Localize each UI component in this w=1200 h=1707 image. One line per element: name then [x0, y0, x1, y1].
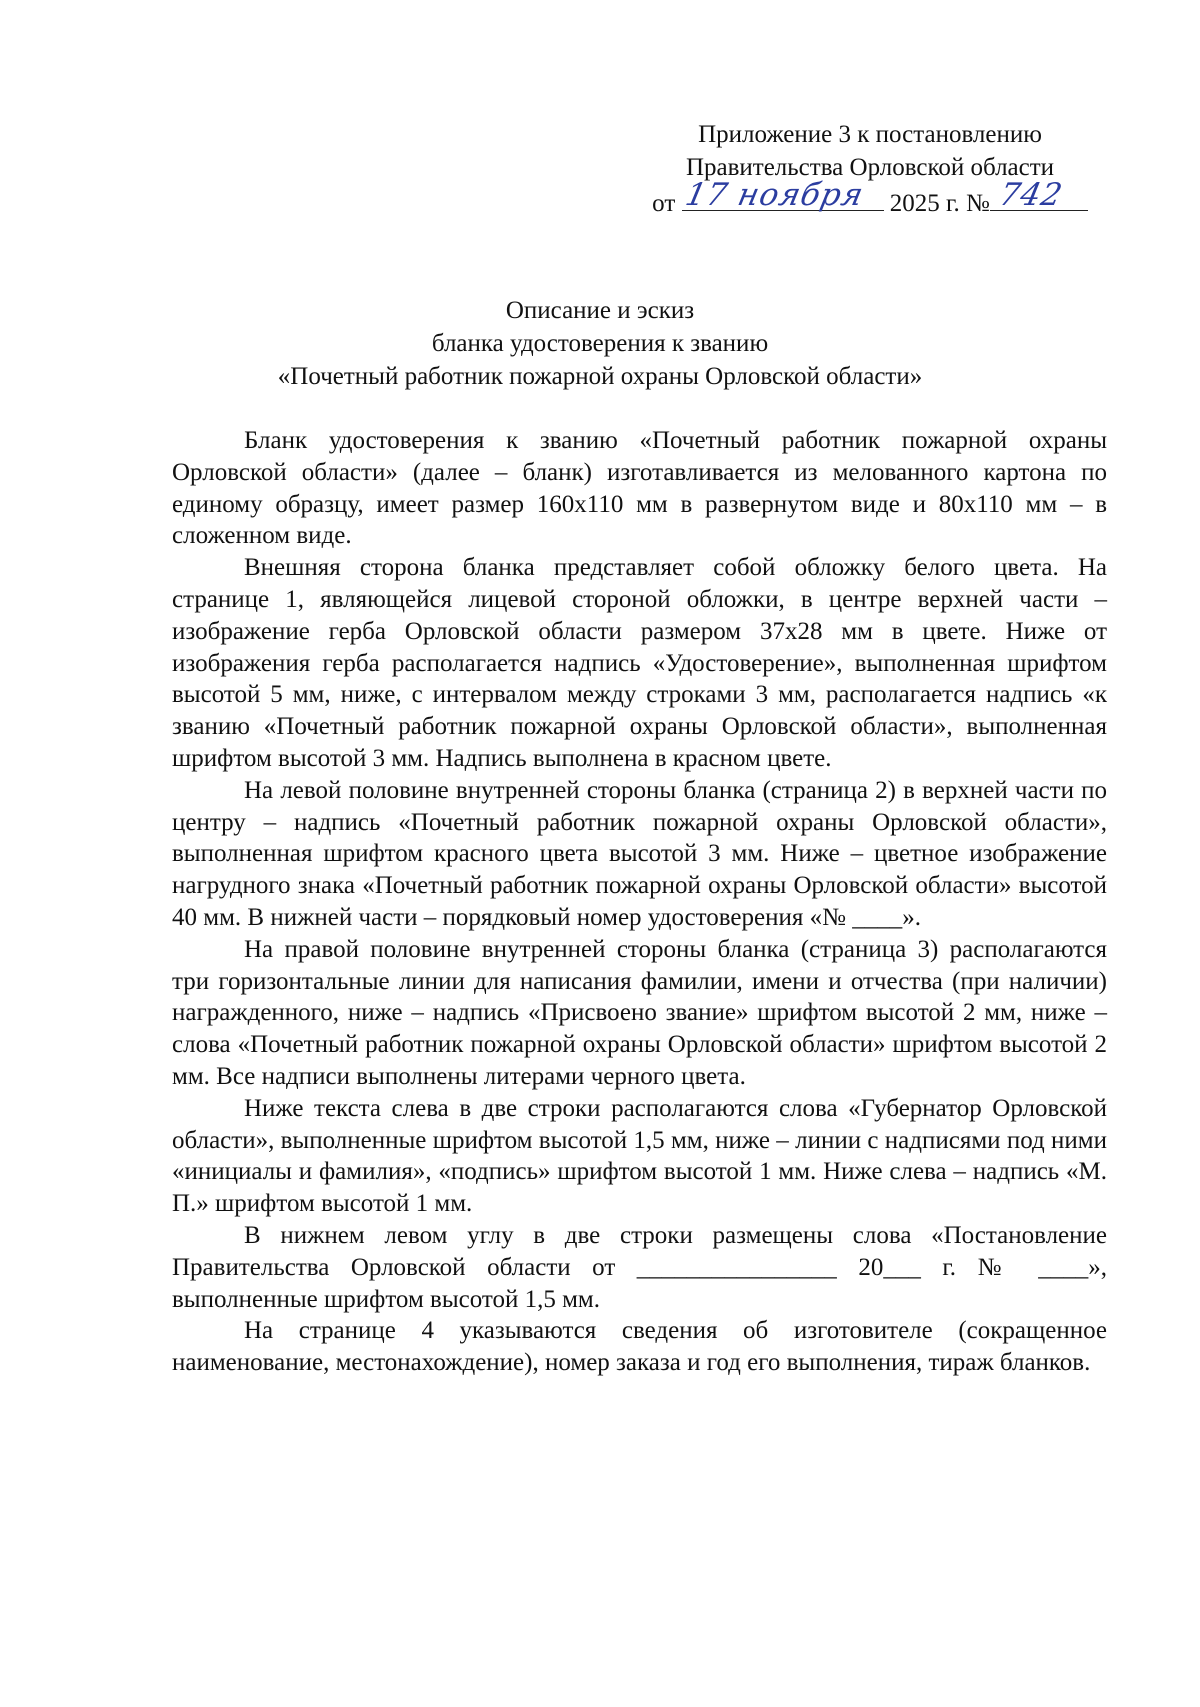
document-title — [100, 294, 1100, 393]
paragraph-5: Ниже текста слева в две строки располагаются слова «Губернатор Орловской области», выполненные шрифтом высотой 1,5 мм, ниже – линии с надписями под ними «инициалы и фамилия», «подпись» шрифтом высотой 1 мм. Ниже слева – надпись «М. П.» шрифтом высотой 1 мм. — [172, 1094, 1107, 1218]
date-prefix: от — [652, 190, 676, 217]
title-line-3: «Почетный работник пожарной охраны Орловской области» — [277, 363, 923, 390]
paragraph-4: На правой половине внутренней стороны бланка (страница 3) располагаются три горизонтальные линии для написания фамилии, имени и отчества (при наличии) награжденного, ниже – надпись «Присвоено звание» шрифтом высотой 2 мм, ниже – слова «Почетный работник пожарной охраны Орловской области» шрифтом высотой 2 мм. Все надписи выполнены литерами черного цвета. — [172, 935, 1107, 1090]
document-body — [172, 425, 1107, 1379]
appendix-line-2: Правительства Орловской области — [685, 154, 1055, 181]
handwritten-date: 17 ноября — [681, 177, 867, 213]
paragraph-2: Внешняя сторона бланка представляет собой обложку белого цвета. На странице 1, являющейся лицевой стороной обложки, в центре верхней части – изображение герба Орловской области размером 37х28 мм в цвете. Ниже от изображения герба располагается надпись «Удостоверение», выполненная шрифтом высотой 5 мм, ниже, с интервалом между строками 3 мм, располагается надпись «к званию «Почетный работник пожарной охраны Орловской области», выполненная шрифтом высотой 3 мм. Надпись выполнена в красном цвете. — [172, 554, 1107, 772]
number-blank — [990, 177, 1088, 213]
appendix-date-line — [640, 177, 1100, 220]
date-blank — [681, 177, 884, 213]
paragraph-6: В нижнем левом углу в две строки размещены слова «Постановление Правительства Орловской области от ________________ 20___ г. № ____», выполненные шрифтом высотой 1,5 мм. — [172, 1221, 1107, 1313]
paragraph-1: Бланк удостоверения к званию «Почетный работник пожарной охраны Орловской области» (далее – бланк) изготавливается из мелованного картона по единому образцу, имеет размер 160х110 мм в развернутом виде и 80х110 мм – в сложенном виде. — [172, 427, 1107, 550]
appendix-header — [640, 118, 1100, 220]
year-text: 2025 г. № — [889, 190, 990, 217]
appendix-line-1: Приложение 3 к постановлению — [698, 121, 1042, 148]
title-line-1: Описание и эскиз — [505, 297, 695, 324]
paragraph-3: На левой половине внутренней стороны бланка (страница 2) в верхней части по центру – надпись «Почетный работник пожарной охраны Орловской области», выполненная шрифтом красного цвета высотой 3 мм. Ниже – цветное изображение нагрудного знака «Почетный работник пожарной охраны Орловской области» высотой 40 мм. В нижней части – порядковый номер удостоверения «№ ____». — [172, 776, 1107, 931]
paragraph-7: На странице 4 указываются сведения об изготовителе (сокращенное наименование, местонахождение), номер заказа и год его выполнения, тираж бланков. — [172, 1317, 1107, 1377]
title-line-2: бланка удостоверения к званию — [431, 330, 769, 357]
handwritten-number: 742 — [996, 177, 1066, 213]
